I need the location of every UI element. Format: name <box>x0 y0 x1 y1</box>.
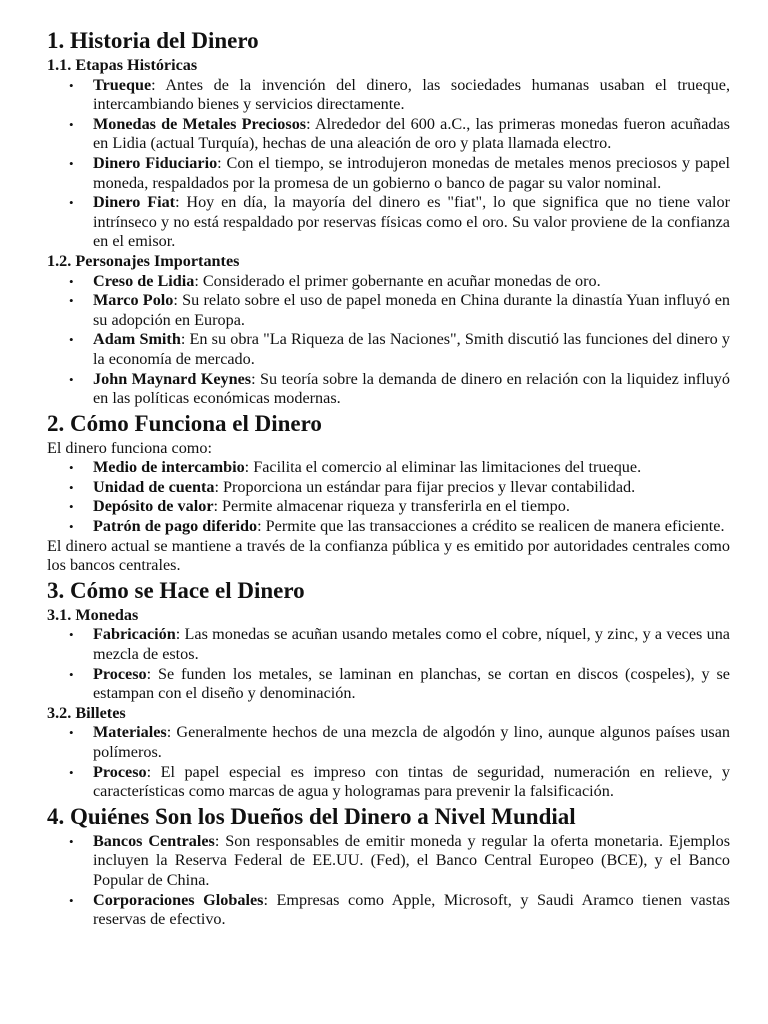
list-item-term: Monedas de Metales Preciosos <box>93 114 307 133</box>
subsection-3-1-heading: 3.1. Monedas <box>47 605 139 624</box>
list-item-term: Dinero Fiat <box>93 193 176 212</box>
list-item-text: : Proporciona un estándar para fijar precios y llevar contabilidad. <box>214 477 636 496</box>
list-item-text: : Son responsables de emitir moneda y regular la oferta monetaria. Ejemplos incluyen la Reserva Federal de EE.UU. (Fed), el Banco Central Europeo (BCE), y el Banco Popular de China. <box>93 831 731 889</box>
section-4-heading: 4. Quiénes Son los Dueños del Dinero a Nivel Mundial <box>47 803 576 829</box>
section-2-outro: El dinero actual se mantiene a través de la confianza pública y es emitido por autoridades centrales como los bancos centrales. <box>47 536 730 575</box>
list-item <box>93 478 730 498</box>
list-item <box>93 665 730 704</box>
list-item-text: : Considerado el primer gobernante en acuñar monedas de oro. <box>194 271 601 290</box>
list-item-term: Medio de intercambio <box>93 458 245 477</box>
list-item-text: : Hoy en día, la mayoría del dinero es "fiat", lo que significa que no tiene valor intrínseco y no está respaldado por reservas físicas como el oro. Su valor proviene de la confianza en el emisor. <box>93 193 730 251</box>
list-item <box>93 193 730 252</box>
list-item-term: Unidad de cuenta <box>93 477 215 496</box>
list-item <box>93 723 730 762</box>
list-item-text: : Facilita el comercio al eliminar las limitaciones del trueque. <box>244 458 642 477</box>
list-item-term: Adam Smith <box>93 330 181 349</box>
list-item-term: John Maynard Keynes <box>93 369 252 388</box>
list-item-term: Bancos Centrales <box>93 831 215 850</box>
list-item <box>93 891 730 930</box>
list-item <box>93 76 730 115</box>
banknotes-list <box>47 723 730 801</box>
list-item <box>93 115 730 154</box>
list-item-text: : Su teoría sobre la demanda de dinero en relación con la liquidez influyó en las políticas económicas modernas. <box>93 369 730 408</box>
list-item <box>93 370 730 409</box>
list-item-text: : Con el tiempo, se introdujeron monedas de metales menos preciosos y papel moneda, respaldados por la promesa de un gobierno o banco de pagar su valor nominal. <box>93 153 730 192</box>
list-item-text: : Antes de la invención del dinero, las sociedades humanas usaban el trueque, intercambiando bienes y servicios directamente. <box>93 75 730 114</box>
list-item <box>93 832 730 891</box>
section-2-intro: El dinero funciona como: <box>47 438 212 457</box>
list-item-term: Proceso <box>93 664 147 683</box>
money-owners-list <box>47 832 730 930</box>
coins-list <box>47 625 730 703</box>
list-item <box>93 330 730 369</box>
list-item-term: Trueque <box>93 75 152 94</box>
subsection-1-2-heading: 1.2. Personajes Importantes <box>47 251 240 270</box>
historical-stages-list <box>47 76 730 252</box>
list-item <box>93 458 730 478</box>
list-item-text: : Permite que las transacciones a crédito se realicen de manera eficiente. <box>257 517 725 536</box>
list-item <box>93 291 730 330</box>
list-item-term: Corporaciones Globales <box>93 890 264 909</box>
list-item <box>93 272 730 292</box>
list-item-term: Materiales <box>93 723 167 742</box>
list-item-term: Patrón de pago diferido <box>93 517 258 536</box>
list-item-text: : En su obra "La Riqueza de las Naciones", Smith discutió las funciones del dinero y la economía de mercado. <box>93 330 730 368</box>
list-item <box>93 517 730 537</box>
money-functions-list <box>47 458 730 536</box>
list-item-text: : El papel especial es impreso con tintas de seguridad, numeración en relieve, y características como marcas de agua y hologramas para prevenir la falsificación. <box>93 762 730 801</box>
list-item <box>93 763 730 802</box>
list-item-text: : Las monedas se acuñan usando metales como el cobre, níquel, y zinc, y a veces una mezcla de estos. <box>93 625 730 664</box>
list-item-text: : Su relato sobre el uso de papel moneda en China durante la dinastía Yuan influyó en su adopción en Europa. <box>93 291 730 329</box>
list-item-term: Proceso <box>93 762 147 781</box>
list-item-term: Dinero Fiduciario <box>93 153 218 172</box>
list-item-text: : Permite almacenar riqueza y transferirla en el tiempo. <box>213 497 570 516</box>
list-item <box>93 625 730 664</box>
list-item-text: : Alrededor del 600 a.C., las primeras monedas fueron acuñadas en Lidia (actual Turquía), hechas de una aleación de oro y plata llamada electro. <box>93 114 730 153</box>
list-item-term: Creso de Lidia <box>93 271 195 290</box>
list-item-text: : Empresas como Apple, Microsoft, y Saudi Aramco tienen vastas reservas de efectivo. <box>93 890 730 929</box>
important-figures-list <box>47 272 730 409</box>
section-2-heading: 2. Cómo Funciona el Dinero <box>47 410 322 436</box>
list-item-text: : Generalmente hechos de una mezcla de algodón y lino, aunque algunos países usan polímeros. <box>93 723 730 761</box>
list-item-text: : Se funden los metales, se laminan en planchas, se cortan en discos (cospeles), y se estampan con el diseño y denominación. <box>93 664 730 703</box>
section-1-heading: 1. Historia del Dinero <box>47 28 259 53</box>
section-3-heading: 3. Cómo se Hace el Dinero <box>47 577 305 603</box>
subsection-1-1-heading: 1.1. Etapas Históricas <box>47 56 198 74</box>
list-item-term: Marco Polo <box>93 291 174 310</box>
list-item <box>93 497 730 517</box>
document-page <box>47 26 730 930</box>
subsection-3-2-heading: 3.2. Billetes <box>47 703 126 722</box>
list-item <box>93 154 730 193</box>
list-item-term: Fabricación <box>93 625 176 644</box>
list-item-term: Depósito de valor <box>93 497 214 516</box>
